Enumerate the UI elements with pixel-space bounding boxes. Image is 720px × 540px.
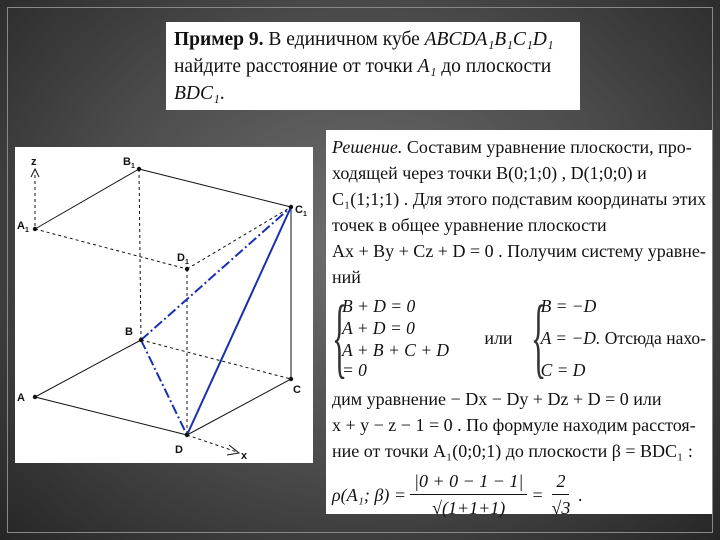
equation-systems [332,288,706,387]
left-brace: { [332,288,348,387]
line-b-d [141,340,187,435]
sys-right-eq-2: A = −D. [540,328,601,348]
solution-line-4: точек в общее уравнение плоскости [332,215,607,235]
label-d: D [175,444,183,456]
label-b1-sub: 1 [131,163,135,170]
vertex-a1 [33,227,37,231]
cube-figure [15,147,313,463]
label-b1: B [123,156,131,168]
solution-line-6: ний [332,267,361,287]
solution-text [326,130,712,518]
vertex-c1 [289,205,293,209]
edge-b1-c1 [139,169,291,207]
label-a1-sub: 1 [25,227,29,234]
label-c1-sub: 1 [303,211,307,218]
label-x: x [241,450,248,462]
system-left [342,296,451,380]
line-b-c1 [141,207,291,340]
solution-line-5: Ax + By + Cz + D = 0 . Получим систему уравне- [332,241,706,261]
solution-line-8: x + y − z − 1 = 0 . По формуле находим расстоя- [332,415,696,435]
cube-diagram [15,147,313,463]
or-word: или [484,328,513,348]
label-a: A [17,392,25,404]
problem-text-1: В единичном кубе [268,29,420,50]
solution-line-2: ходящей через точки B(0;1;0) , D(1;0;0) и [332,163,647,183]
vertex-b1 [137,167,141,171]
label-c: C [293,384,301,396]
solution-line-1: Составим уравнение плоскости, про- [402,137,692,157]
formula-equals: = [531,484,544,505]
sys-left-eq-1: B + D = 0 [342,296,416,316]
sys-right-tail: Отсюда нахо- [600,328,706,348]
point-name: A₁ [417,56,437,77]
system-right [541,296,706,380]
edge-a-b [35,340,141,397]
cube-name: ABCDA₁B₁C₁D₁ [424,29,554,50]
edge-a-d [35,397,187,435]
problem-statement [166,22,580,110]
problem-title: Пример 9. [174,29,264,50]
fraction-2-den: √3 [551,498,571,518]
formula-lhs: ρ(A₁; β) = [332,484,406,505]
fraction-1 [410,468,527,521]
fraction-2-num: 2 [552,468,569,495]
label-b: B [125,326,133,338]
label-d1: D [177,252,185,264]
problem-text-3: до плоскости [441,56,552,77]
sys-right-eq-1: B = −D [540,296,597,316]
sys-right-eq-3: C = D [540,360,586,380]
label-a1: A [17,220,25,232]
solution-lead: Решение. [332,137,403,157]
line-d-c1 [187,207,291,435]
edge-a1-b1 [35,169,139,229]
label-d1-sub: 1 [185,259,189,266]
x-axis-line [187,435,237,452]
edge-d1-c1 [187,207,291,269]
vertex-d [185,433,189,437]
problem-text-2: найдите расстояние от точки [174,56,413,77]
fraction-2 [548,468,575,521]
fraction-1-den: √(1+1+1) [432,498,506,518]
solution-line-9: ние от точки A₁(0;0;1) до плоскости β = BDC₁ : [332,441,693,461]
vertex-b [139,338,143,342]
sys-left-eq-3: A + B + C + D = 0 [342,340,450,380]
solution-line-3: C₁(1;1;1) . Для этого подставим координаты этих [332,189,707,209]
vertex-a [33,395,37,399]
x-axis-arrow-icon [227,445,239,455]
vertex-d1 [185,267,189,271]
edge-b1-b [139,169,141,340]
label-c1: C [295,204,303,216]
problem-end: . [219,83,225,104]
edge-d-c [187,379,291,435]
edge-a1-d1 [35,229,187,269]
formula-end: . [578,484,583,505]
label-z: z [31,156,37,168]
fraction-1-num: |0 + 0 − 1 − 1| [410,468,527,495]
sys-left-eq-2: A + D = 0 [342,318,415,338]
right-brace: { [530,288,546,387]
plane-name: BDC₁ [174,83,220,104]
vertex-c [289,377,293,381]
distance-formula [332,468,706,521]
solution-line-7: дим уравнение − Dx − Dy + Dz + D = 0 или [332,389,662,409]
